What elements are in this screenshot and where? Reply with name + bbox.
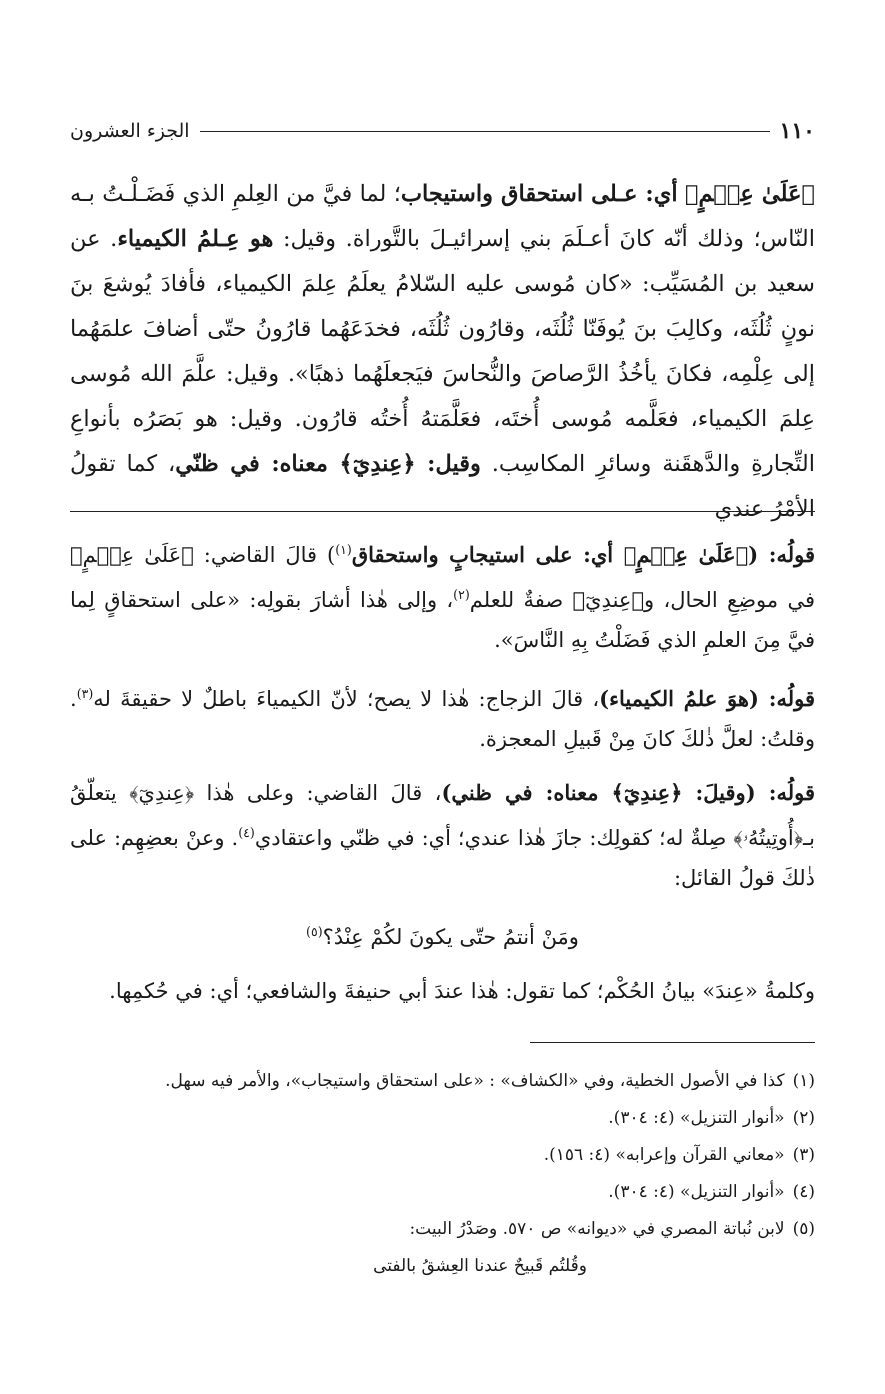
footnote-ref: (٢) bbox=[453, 587, 470, 602]
quran-phrase: ﴿عَلَىٰ عِلۡمٍ﴾ bbox=[684, 181, 816, 207]
main-paragraph bbox=[70, 172, 815, 532]
note-text: ، وإلى هٰذا أشارَ بقولِه: «على استحقاقٍ لِما فيَّ مِنَ العلمِ الذي فَضَلْتُ بِهِ النَّاسَ». bbox=[70, 588, 815, 652]
note-lemma: قولُه: (﴿عَلَىٰ عِلۡمٍ﴾ أي: على استيجابٍ واستحقاق bbox=[351, 542, 815, 567]
footnote-ref: (١) bbox=[335, 542, 352, 557]
commentary bbox=[70, 530, 815, 1025]
page-number: ١١٠ bbox=[779, 118, 815, 144]
section-divider bbox=[70, 511, 815, 512]
main-text bbox=[70, 172, 815, 532]
footnote-text: لابن نُباتة المصري في «ديوانه» ص ٥٧٠. وصَدْرُ البيت: bbox=[409, 1219, 785, 1239]
footnote bbox=[70, 1174, 815, 1211]
commentary-note-3 bbox=[70, 773, 815, 898]
note-text: . وقلتُ: لعلَّ ذٰلكَ كانَ مِنْ قَبيلِ المعجزة. bbox=[70, 687, 815, 751]
footnote-text: كذا في الأصول الخطية، وفي «الكشاف» : «على استحقاق واستيجاب»، والأمر فيه سهل. bbox=[165, 1071, 785, 1091]
footnote-ref: (٥) bbox=[306, 924, 323, 939]
footnote-ref: (٣) bbox=[76, 686, 94, 701]
footnote bbox=[70, 1100, 815, 1137]
qil-phrase: وقيل: ﴿عِندِيٓ﴾ معناه: في ظنّي bbox=[175, 451, 481, 477]
note-text: ) قالَ القاضي: ﴿عَلَىٰ عِلۡمٍ﴾ في موضِعِ الحال، و﴿عِندِيٓ﴾ صفةٌ للعلم bbox=[70, 543, 815, 612]
footnote-text: «أنوار التنزيل» (٤: ٣٠٤). bbox=[608, 1108, 785, 1128]
note-text: ، قالَ القاضي: وعلى هٰذا ﴿عِندِيٓ﴾ يتعلّقُ بـ﴿أُوتِيتُهُۥ﴾ صِلةٌ له؛ كقولِك: جازَ هٰذا عندي؛ أي: في ظنّي واعتقادي bbox=[70, 781, 815, 850]
footnote-number: (٣) bbox=[792, 1145, 815, 1165]
footnote-text: «أنوار التنزيل» (٤: ٣٠٤). bbox=[608, 1182, 785, 1202]
footnote-number: (١) bbox=[792, 1071, 815, 1091]
header-rule bbox=[200, 131, 770, 132]
main-text-part: ، كما تقولُ الأمْرُ عندي bbox=[70, 451, 815, 522]
note-lemma: قولُه: (وقيلَ: ﴿عِندِيٓ﴾ معناه: في ظني) bbox=[441, 780, 815, 805]
verse-line bbox=[70, 912, 815, 957]
footnote bbox=[70, 1063, 815, 1100]
commentary-note-2 bbox=[70, 674, 815, 759]
footnote-text: «معاني القرآن وإعرابه» (٤: ١٥٦). bbox=[543, 1145, 785, 1165]
lead-explanation: أي: عـلى استحقاق واستيجاب bbox=[400, 181, 678, 207]
note-lemma: قولُه: (هوَ علمُ الكيمياء) bbox=[599, 686, 815, 711]
page-header bbox=[70, 116, 815, 146]
note-text: ، قالَ الزجاج: هٰذا لا يصح؛ لأنّ الكيمياءَ باطلٌ لا حقيقةَ له bbox=[93, 687, 600, 711]
verse-text: ومَنْ أنتمُ حتّى يكونَ لكُمْ عِنْدُ؟ bbox=[322, 925, 579, 949]
footnotes bbox=[70, 1063, 815, 1285]
footnote-verse: وقُلتُم قَبيحٌ عندنا العِشقُ بالفتى bbox=[373, 1256, 587, 1276]
note-text: وكلمةُ «عِندَ» بيانُ الحُكْم؛ كما تقول: هٰذا عندَ أبي حنيفةَ والشافعي؛ أي: في حُكمِها. bbox=[109, 979, 815, 1003]
footnote bbox=[70, 1137, 815, 1174]
commentary-note-4 bbox=[70, 971, 815, 1011]
footnote-ref: (٤) bbox=[238, 825, 255, 840]
footnote bbox=[70, 1211, 815, 1248]
commentary-note-1 bbox=[70, 530, 815, 660]
footnote-divider bbox=[530, 1042, 815, 1043]
footnote-number: (٥) bbox=[792, 1219, 815, 1239]
kimya-phrase: هو عِـلمُ الكيمياء bbox=[117, 226, 274, 252]
main-text-part: ؛ لما فيَّ من العِلمِ الذي فَضَـلْـتُ بـه النّاس؛ وذلك أنّه كانَ أعـلَمَ بني إسرائيـلَ بالتَّوراة. وقيل: bbox=[70, 181, 815, 252]
running-title: الجزء العشرون bbox=[70, 120, 190, 142]
main-text-part: . عن سعيد بن المُسَيِّب: «كان مُوسى عليه السّلامُ يعلَمُ عِلمَ الكيمياء، فأفادَ يُوشعَ بنَ نونٍ ثُلُثَه، وكالِبَ بنَ يُوفَنّا ثُلُثَه، وقارُون ثُلُثَه، فخدَعَهُما قارُونُ حتّى أضافَ علمَهُما إلى عِلْمِه، فكانَ يأخُذُ الرَّصاصَ والنُّحاسَ فيَجعلَهُما ذهبًا». وقيل: علَّمَ الله مُوسى عِلمَ الكيمياء، فعَلَّمه مُوسى أُختَه، فعَلَّمَتهُ أُختُه قارُون. وقيل: هو بَصَرُه بأنواعِ التِّجارةِ والدَّهقَنة وسائرِ المكاسِب. bbox=[70, 226, 815, 477]
footnote-number: (٤) bbox=[792, 1182, 815, 1202]
footnote-number: (٢) bbox=[792, 1108, 815, 1128]
note-text: . وعنْ بعضِهِم: على ذٰلكَ قولُ القائل: bbox=[70, 826, 815, 890]
